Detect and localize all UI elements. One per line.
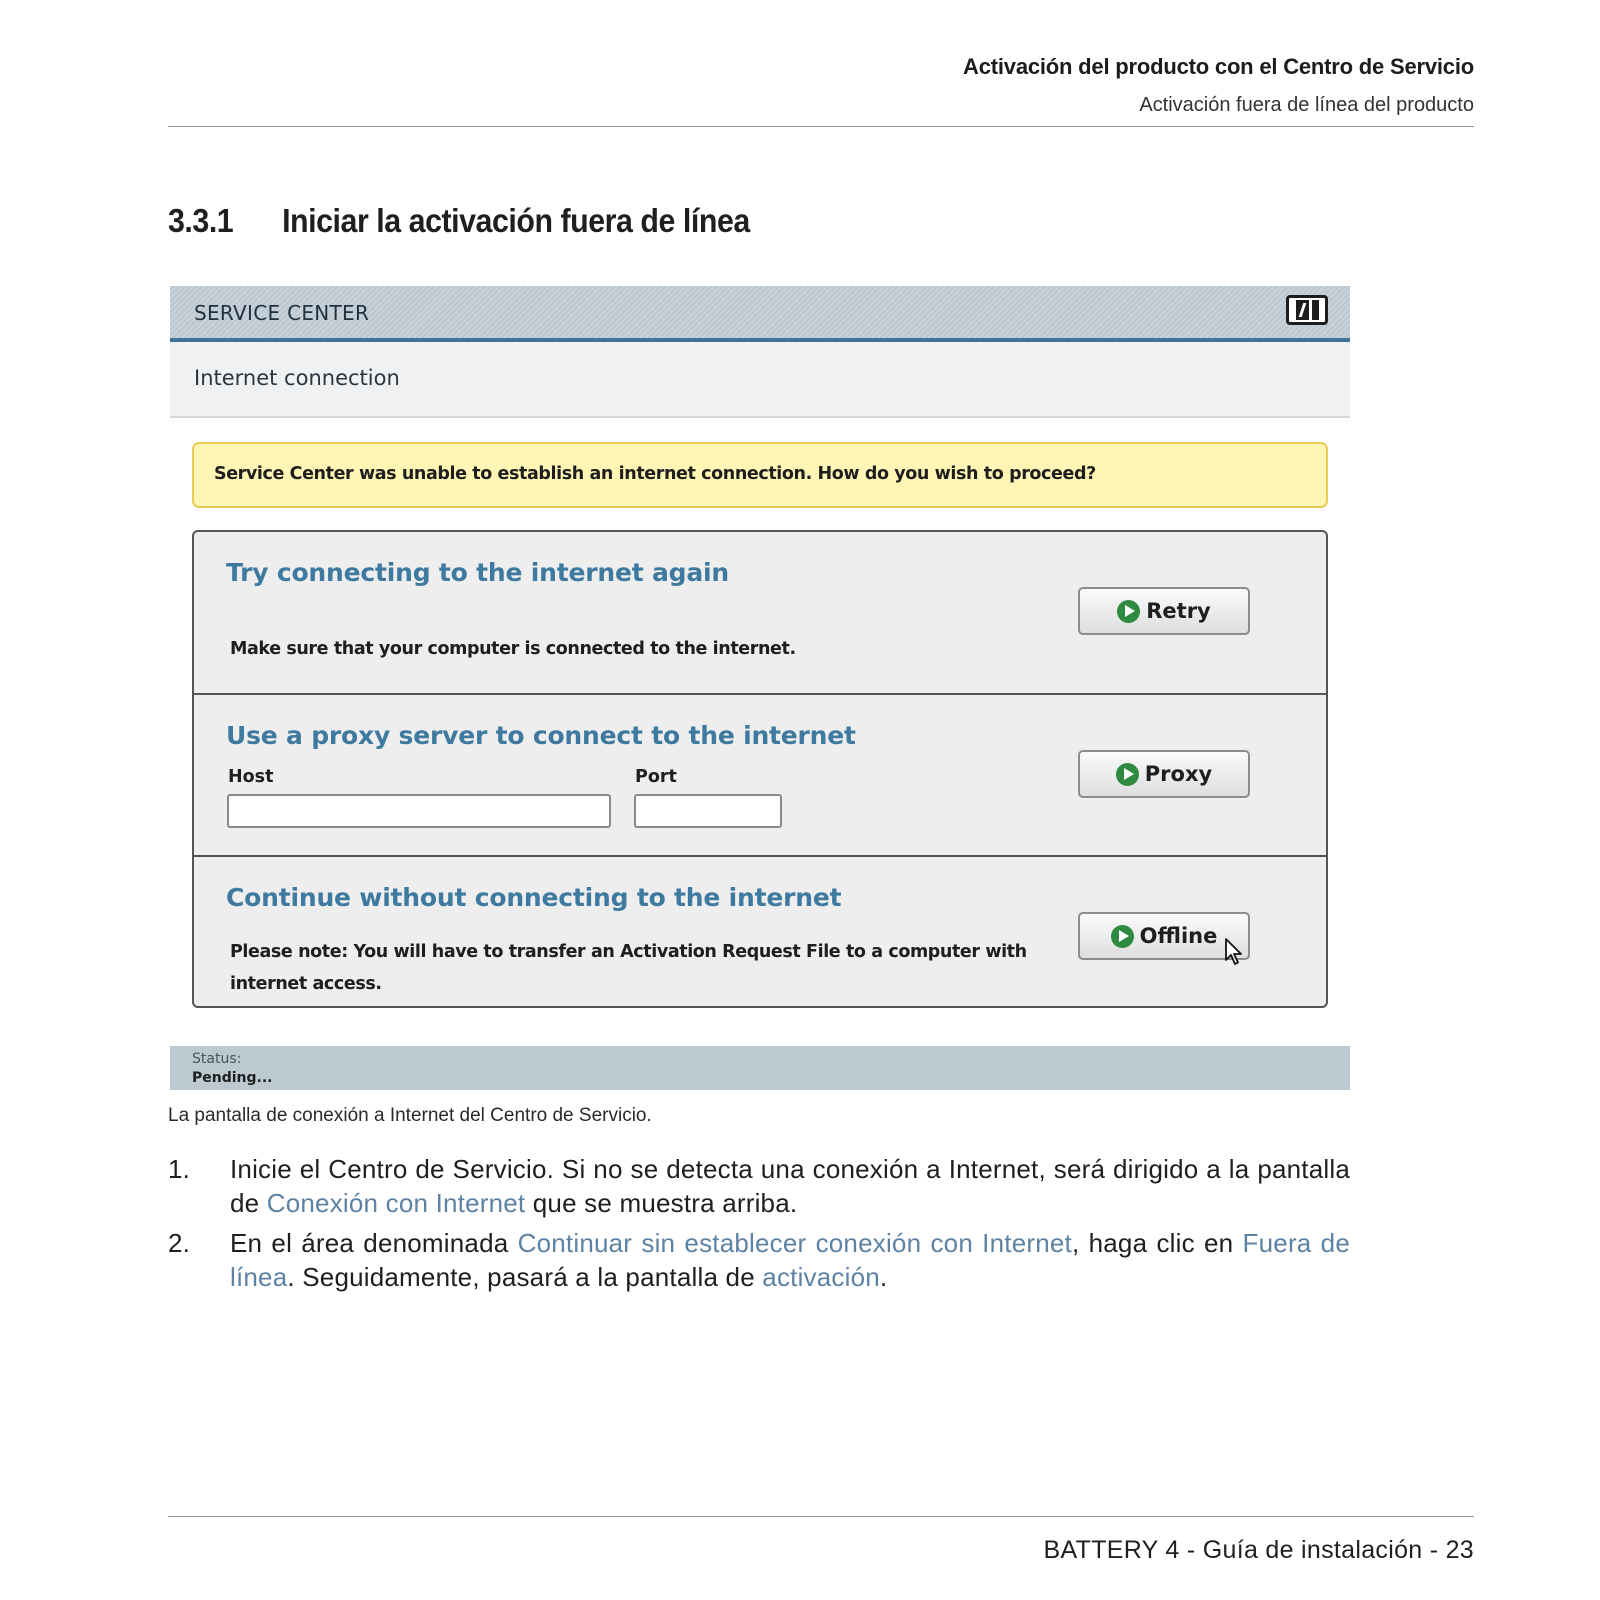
subheader (170, 342, 1350, 418)
option-heading: Use a proxy server to connect to the internet (226, 721, 856, 750)
footer-rule (168, 1516, 1474, 1517)
retry-button[interactable] (1078, 587, 1250, 635)
port-label: Port (635, 767, 677, 787)
internet-connection-link[interactable]: Conexión con Internet (266, 1188, 526, 1218)
service-center-screenshot (170, 286, 1350, 1090)
option-proxy (194, 695, 1326, 857)
host-input[interactable] (227, 794, 611, 828)
status-bar (170, 1046, 1350, 1090)
option-description: Please note: You will have to transfer an Activation Request File to a computer with internet access. (230, 942, 1027, 994)
option-heading: Continue without connecting to the internet (226, 883, 842, 912)
page-footer: BATTERY 4 - Guía de instalación - 23 (1043, 1536, 1474, 1564)
option-heading: Try connecting to the internet again (226, 558, 729, 587)
app-title: SERVICE CENTER (194, 301, 370, 325)
service-center-titlebar (170, 286, 1350, 342)
play-icon (1117, 600, 1140, 623)
step-text: En el área denominada (230, 1228, 518, 1258)
step-text: , haga clic en (1071, 1228, 1243, 1258)
running-header-chapter: Activación del producto con el Centro de Servicio (963, 54, 1474, 79)
options-panel (192, 530, 1328, 1008)
offline-button-label: Offline (1139, 924, 1218, 948)
status-value: Pending... (192, 1070, 273, 1086)
step-text: . Seguidamente, pasará a la pantalla de (287, 1262, 763, 1292)
continue-offline-link[interactable]: Continuar sin establecer conexión con Internet (517, 1228, 1072, 1258)
step-number: 2. (168, 1228, 191, 1258)
host-label: Host (228, 767, 274, 787)
section-title: Iniciar la activación fuera de línea (282, 202, 750, 239)
step-text: Inicie el Centro de Servicio. Si no se detecta una conexión a Internet, será dirigido a la pantalla de (230, 1154, 1350, 1218)
step-text: que se muestra arriba. (525, 1188, 798, 1218)
option-offline (194, 857, 1326, 1008)
step-text: . (879, 1262, 888, 1292)
warning-banner (192, 442, 1328, 508)
figure-caption: La pantalla de conexión a Internet del Centro de Servicio. (168, 1105, 652, 1126)
warning-text: Service Center was unable to establish an internet connection. How do you wish to proceed? (214, 464, 1096, 484)
status-label: Status: (192, 1051, 242, 1067)
port-input[interactable] (634, 794, 782, 828)
option-description: Make sure that your computer is connected to the internet. (230, 639, 796, 659)
instruction-list (168, 1152, 1350, 1300)
retry-button-label: Retry (1146, 599, 1211, 623)
section-number: 3.3.1 (168, 202, 234, 239)
offline-link[interactable]: Fuera de línea (230, 1228, 1350, 1292)
proxy-button[interactable] (1078, 750, 1250, 798)
activation-link[interactable]: activación (762, 1262, 880, 1292)
ni-logo-icon (1286, 295, 1328, 325)
running-header (168, 50, 1474, 127)
play-icon (1116, 763, 1139, 786)
subheader-label: Internet connection (194, 366, 400, 390)
step-number: 1. (168, 1154, 191, 1184)
proxy-button-label: Proxy (1144, 762, 1213, 786)
list-item (168, 1152, 1350, 1220)
play-icon (1111, 925, 1134, 948)
section-heading (168, 202, 750, 240)
mouse-cursor-icon (1224, 937, 1246, 967)
option-retry (194, 532, 1326, 695)
list-item (168, 1226, 1350, 1294)
running-header-section: Activación fuera de línea del producto (1139, 94, 1474, 116)
